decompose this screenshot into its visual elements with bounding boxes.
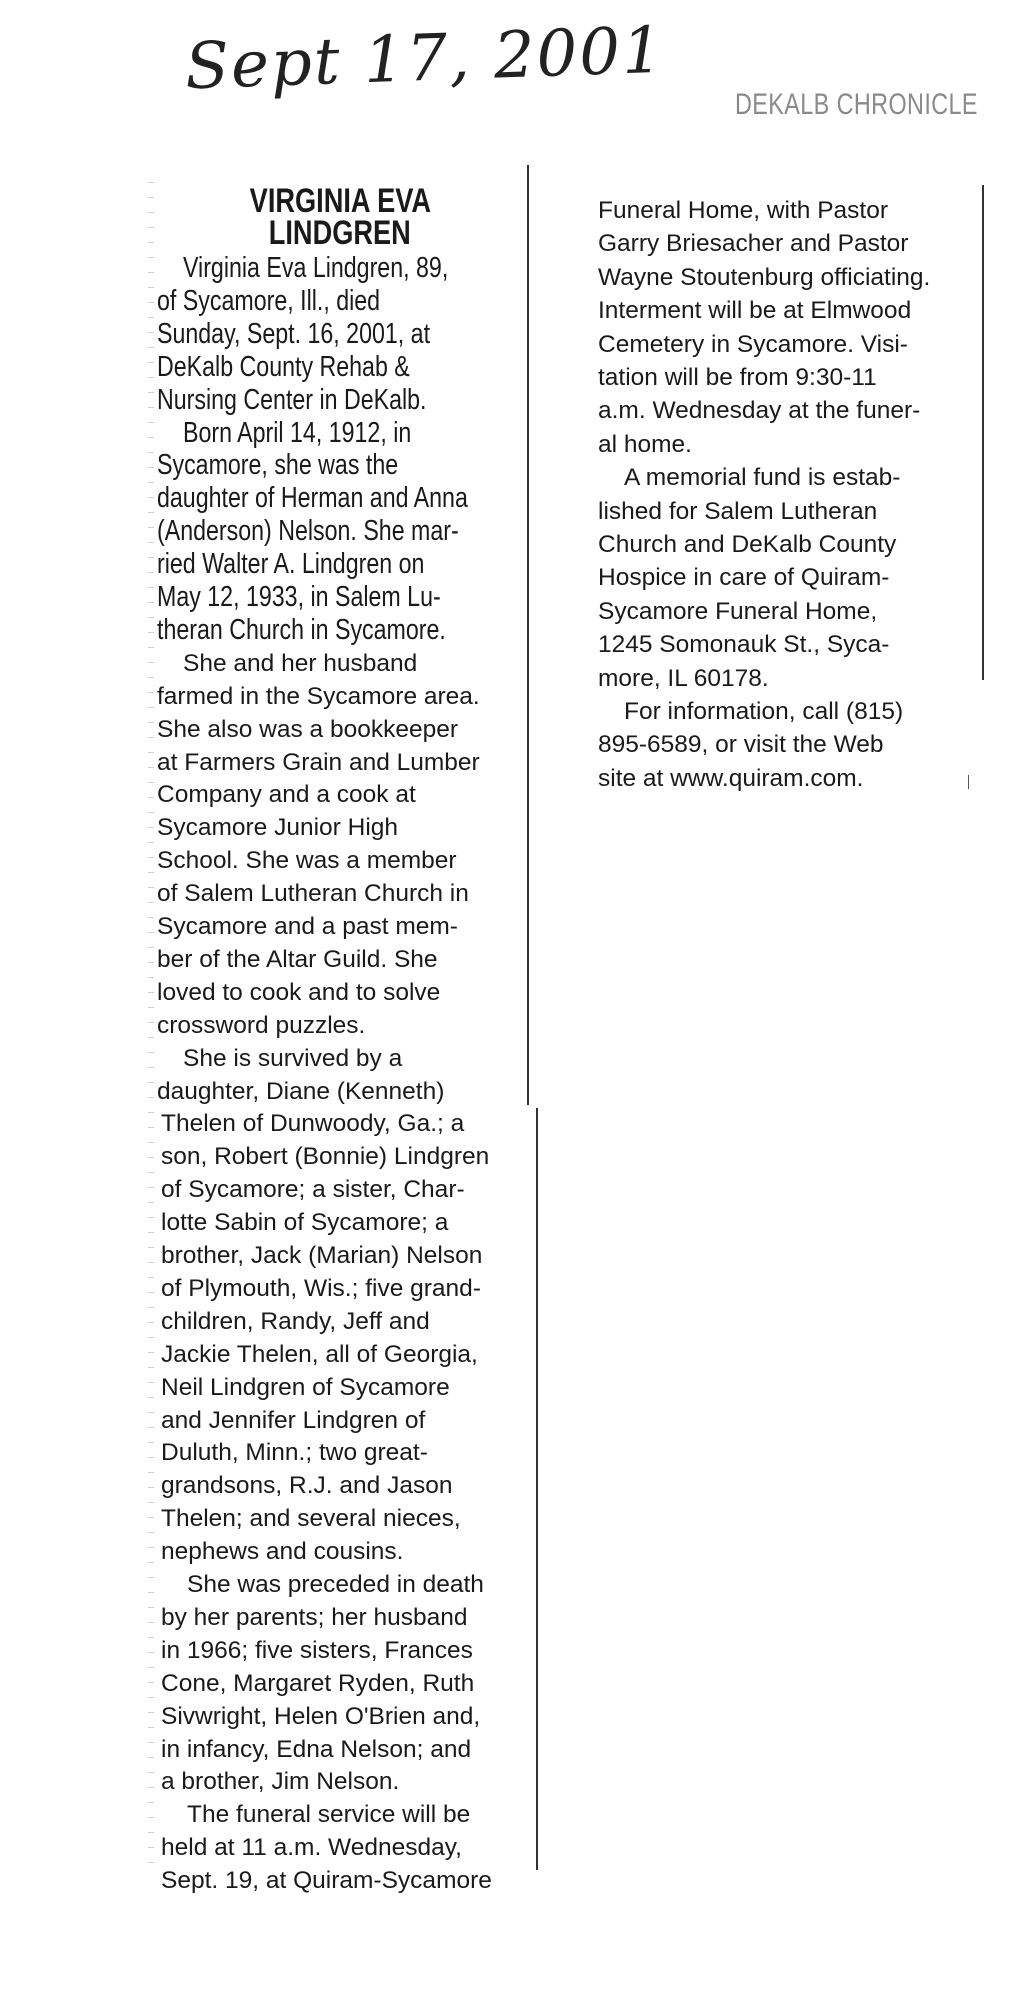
text-line: in infancy, Edna Nelson; and — [161, 1735, 472, 1763]
text-line: crossword puzzles. — [157, 1011, 366, 1039]
text-line: children, Randy, Jeff and — [161, 1307, 430, 1335]
text-line: Sycamore and a past mem- — [157, 913, 458, 940]
text-line: She and her husband — [183, 649, 418, 677]
text-line: farmed in the Sycamore area. — [157, 682, 480, 710]
text-line: School. She was a member — [157, 847, 457, 875]
text-line: of Salem Lutheran Church in — [157, 880, 469, 908]
text-line: 1245 Somonauk St., Syca- — [598, 631, 890, 659]
obituary-heading-line-1: VIRGINIA EVA — [249, 182, 431, 220]
text-line: Company and a cook at — [157, 781, 416, 809]
text-line: of Sycamore; a sister, Char- — [161, 1176, 465, 1204]
text-line: She was preceded in death — [187, 1571, 484, 1598]
text-line: son, Robert (Bonnie) Lindgren — [161, 1143, 490, 1171]
text-line: Sept. 19, at Quiram-Sycamore — [161, 1867, 492, 1895]
text-line: ber of the Altar Guild. She — [157, 945, 438, 973]
text-line: A memorial fund is estab- — [624, 464, 901, 492]
column-rule-left-bottom — [536, 1108, 538, 1870]
text-line: Nursing Center in DeKalb. — [157, 383, 427, 416]
text-line: and Jennifer Lindgren of — [161, 1406, 426, 1434]
text-line: Interment will be at Elmwood — [598, 297, 912, 325]
text-line: a.m. Wednesday at the funer- — [598, 397, 921, 425]
column-edge-noise — [148, 175, 154, 1875]
text-line: Wayne Stoutenburg officiating. — [598, 263, 931, 291]
text-line: 895-6589, or visit the Web — [598, 731, 884, 759]
text-line: Cemetery in Sycamore. Visi- — [598, 330, 908, 358]
text-line: Sycamore Funeral Home, — [598, 597, 878, 625]
text-line: (Anderson) Nelson. She mar- — [157, 515, 459, 548]
obituary-heading-line-2: LINDGREN — [268, 214, 412, 252]
text-line: lished for Salem Lutheran — [598, 497, 878, 525]
text-line: brother, Jack (Marian) Nelson — [161, 1242, 483, 1269]
text-line: Sycamore, she was the — [157, 449, 399, 482]
text-line: Thelen; and several nieces, — [161, 1505, 461, 1533]
text-line: For information, call (815) — [624, 698, 904, 725]
text-line: Born April 14, 1912, in — [183, 416, 412, 449]
text-line: more, IL 60178. — [598, 664, 769, 692]
text-line: of Plymouth, Wis.; five grand- — [161, 1274, 481, 1302]
column-rule-right — [982, 185, 984, 680]
text-line: al home. — [598, 430, 692, 458]
text-line: May 12, 1933, in Salem Lu- — [157, 581, 441, 613]
text-line: Duluth, Minn.; two great- — [161, 1439, 428, 1467]
text-line: Garry Briesacher and Pastor — [598, 230, 909, 258]
text-line: Neil Lindgren of Sycamore — [161, 1373, 450, 1401]
text-line: Sivwright, Helen O'Brien and, — [161, 1702, 481, 1730]
column-rule-left-top — [527, 165, 529, 1105]
text-line: in 1966; five sisters, Frances — [161, 1636, 473, 1664]
text-line: Hospice in care of Quiram- — [598, 564, 890, 592]
rule-tick — [968, 775, 969, 789]
text-line: theran Church in Sycamore. — [157, 613, 446, 646]
text-line: Jackie Thelen, all of Georgia, — [161, 1340, 478, 1368]
text-line: Sycamore Junior High — [157, 814, 399, 842]
text-line: Thelen of Dunwoody, Ga.; a — [161, 1110, 465, 1138]
text-line: DeKalb County Rehab & — [157, 350, 410, 383]
handwritten-date: Sept 17, 2001 — [183, 13, 666, 105]
text-line: nephews and cousins. — [161, 1538, 404, 1566]
text-line: Sunday, Sept. 16, 2001, at — [157, 317, 431, 350]
text-line: site at www.quiram.com. — [598, 764, 864, 792]
text-line: grandsons, R.J. and Jason — [161, 1472, 453, 1500]
text-line: tation will be from 9:30-11 — [598, 364, 877, 391]
text-line: Cone, Margaret Ryden, Ruth — [161, 1669, 475, 1697]
publication-name: DEKALB CHRONICLE — [735, 88, 978, 121]
text-line: daughter of Herman and Anna — [157, 482, 468, 515]
text-line: by her parents; her husband — [161, 1603, 468, 1631]
text-line: She also was a bookkeeper — [157, 715, 458, 743]
text-line: held at 11 a.m. Wednesday, — [161, 1834, 462, 1862]
text-line: Virginia Eva Lindgren, 89, — [183, 252, 449, 284]
text-line: The funeral service will be — [187, 1801, 471, 1829]
text-line: ried Walter A. Lindgren on — [157, 548, 425, 581]
text-line: at Farmers Grain and Lumber — [157, 748, 480, 776]
text-line: She is survived by a — [183, 1044, 403, 1072]
text-line: Funeral Home, with Pastor — [598, 197, 889, 224]
text-line: lotte Sabin of Sycamore; a — [161, 1209, 449, 1237]
text-line: Church and DeKalb County — [598, 531, 897, 558]
text-line: a brother, Jim Nelson. — [161, 1768, 400, 1796]
text-line: daughter, Diane (Kenneth) — [157, 1077, 445, 1105]
text-line: of Sycamore, Ill., died — [157, 284, 381, 317]
text-line: loved to cook and to solve — [157, 978, 441, 1006]
